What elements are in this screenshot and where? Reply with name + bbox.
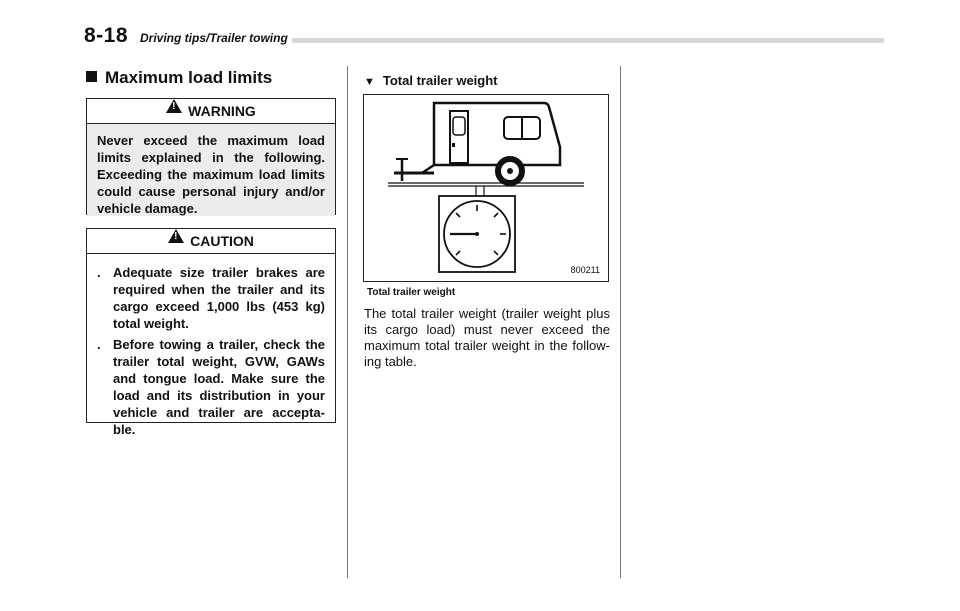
warning-text: Never exceed the maximum load limits explained in the following. Exceeding the maximum load limits could cause personal injury and/or vehicle damage. — [87, 124, 335, 216]
caution-body — [87, 254, 335, 446]
trailer-scale-drawing — [364, 95, 608, 281]
figure-code: 800211 — [570, 265, 600, 275]
page-header — [84, 22, 884, 52]
subsection-title: Total trailer weight — [382, 73, 498, 88]
section-heading — [86, 68, 272, 88]
warning-triangle-icon — [166, 99, 182, 113]
door-handle — [452, 143, 455, 147]
trailer-weight-illustration — [363, 94, 609, 282]
column-divider-left — [347, 66, 348, 578]
caution-box — [86, 228, 336, 437]
caution-title: CAUTION — [190, 233, 254, 249]
warning-title: WARNING — [188, 103, 256, 119]
caution-item-text: Adequate size trailer brakes are required when the trailer and its cargo exceed 1,000 lbs (453 kg) total weight. — [113, 265, 325, 331]
body-paragraph: The total trailer weight (trailer weight plus its cargo load) must never exceed the maximum total trailer weight in the follow-ing table. — [364, 306, 610, 369]
caution-item — [97, 336, 325, 438]
warning-title-bar — [87, 99, 335, 124]
caution-item — [97, 264, 325, 332]
page-number: 8-18 — [84, 24, 129, 47]
bullet-dot: . — [97, 265, 101, 280]
down-triangle-icon: ▼ — [364, 76, 375, 88]
subsection-heading — [364, 73, 498, 88]
column-divider-right — [620, 66, 621, 578]
figure-caption: Total trailer weight — [367, 287, 456, 298]
header-rule — [292, 38, 884, 43]
caution-title-bar — [87, 229, 335, 254]
heading-square-icon — [86, 71, 97, 82]
bullet-dot: . — [97, 337, 101, 352]
section-title: Driving tips/Trailer towing — [140, 31, 288, 45]
door-window — [453, 117, 465, 135]
warning-box — [86, 98, 336, 215]
caution-item-text: Before towing a trailer, check the trailer total weight, GVW, GAWs and tongue load. Make sure the load and its distribution in your vehicle and trailer are accepta-ble. — [113, 337, 325, 437]
caution-triangle-icon — [168, 229, 184, 243]
heading-text: Maximum load limits — [105, 68, 273, 87]
